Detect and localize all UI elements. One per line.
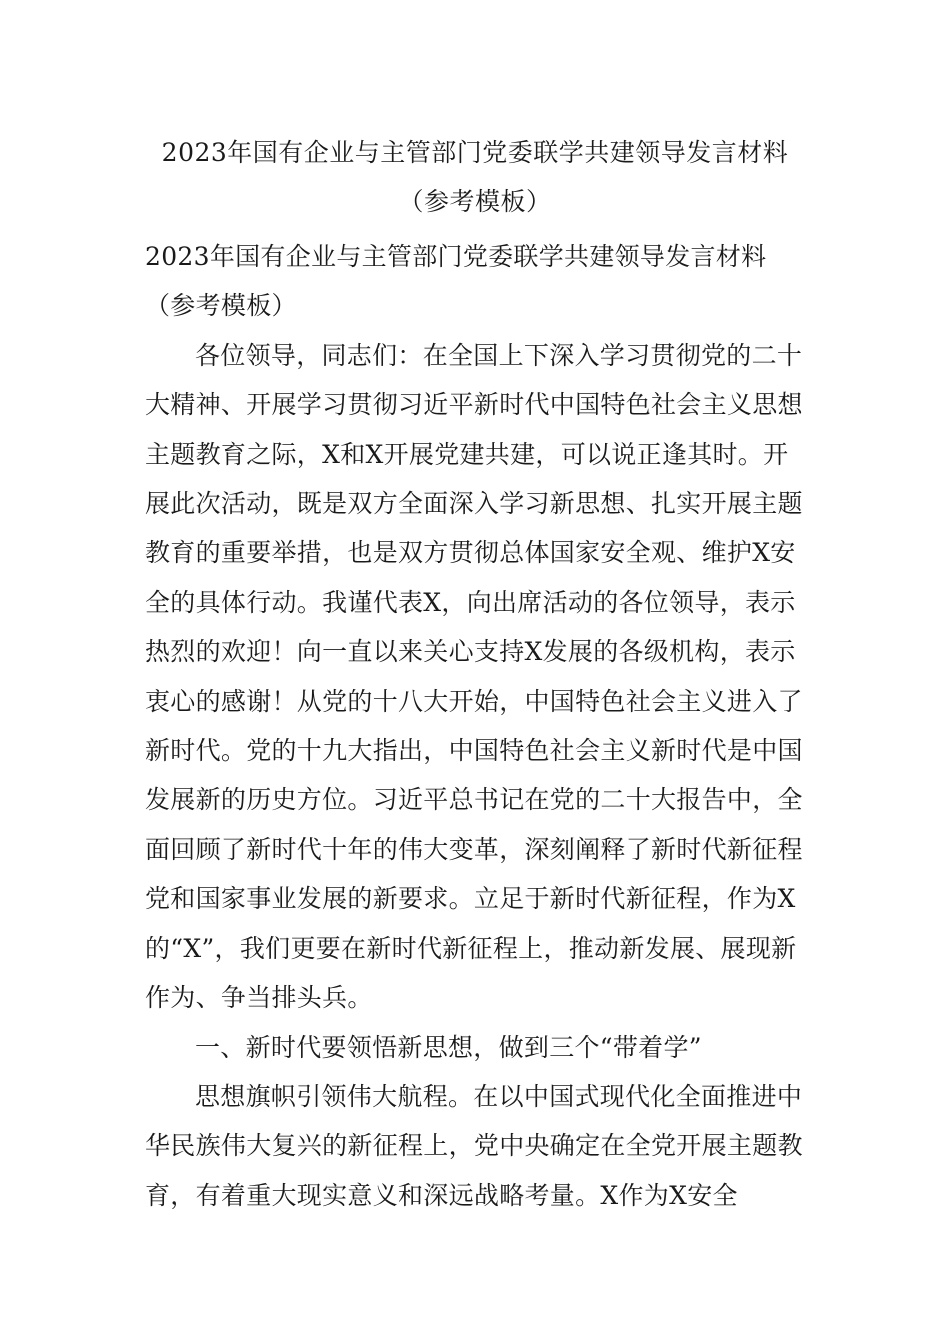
section-heading: 一、新时代要领悟新思想，做到三个“带着学”	[195, 1032, 702, 1062]
repeated-title: 2023年国有企业与主管部门党委联学共建领导发言材料（参考模板）	[145, 242, 767, 321]
opening-paragraph: 各位领导，同志们：在全国上下深入学习贯彻党的二十大精神、开展学习贯彻习近平新时代中国特色社会主义思想主题教育之际，X和X开展党建共建，可以说正逢其时。开展此次活动，既是双方全面深入学习新思想、扎实开展主题教育的重要举措，也是双方贯彻总体国家安全观、维护X安全的具体行动。我谨代表X，向出席活动的各位领导，表示热烈的欢迎！向一直以来关心支持X发展的各级机构，表示衷心的感谢！从党的十八大开始，中国特色社会主义进入了新时代。党的十九大指出，中国特色社会主义新时代是中国发展新的历史方位。习近平总书记在党的二十大报告中，全面回顾了新时代十年的伟大变革，深刻阐释了新时代新征程党和国家事业发展的新要求。立足于新时代新征程，作为X的“X”，我们更要在新时代新征程上，推动新发展、展现新作为、争当排头兵。	[145, 340, 803, 1013]
document-subtitle: （参考模板）	[398, 187, 552, 216]
section-paragraph: 思想旗帜引领伟大航程。在以中国式现代化全面推进中华民族伟大复兴的新征程上，党中央确定在全党开展主题教育，有着重大现实意义和深远战略考量。X作为X安全	[145, 1081, 803, 1210]
document-title: 2023年国有企业与主管部门党委联学共建领导发言材料	[161, 138, 789, 167]
document-body	[145, 232, 809, 1220]
